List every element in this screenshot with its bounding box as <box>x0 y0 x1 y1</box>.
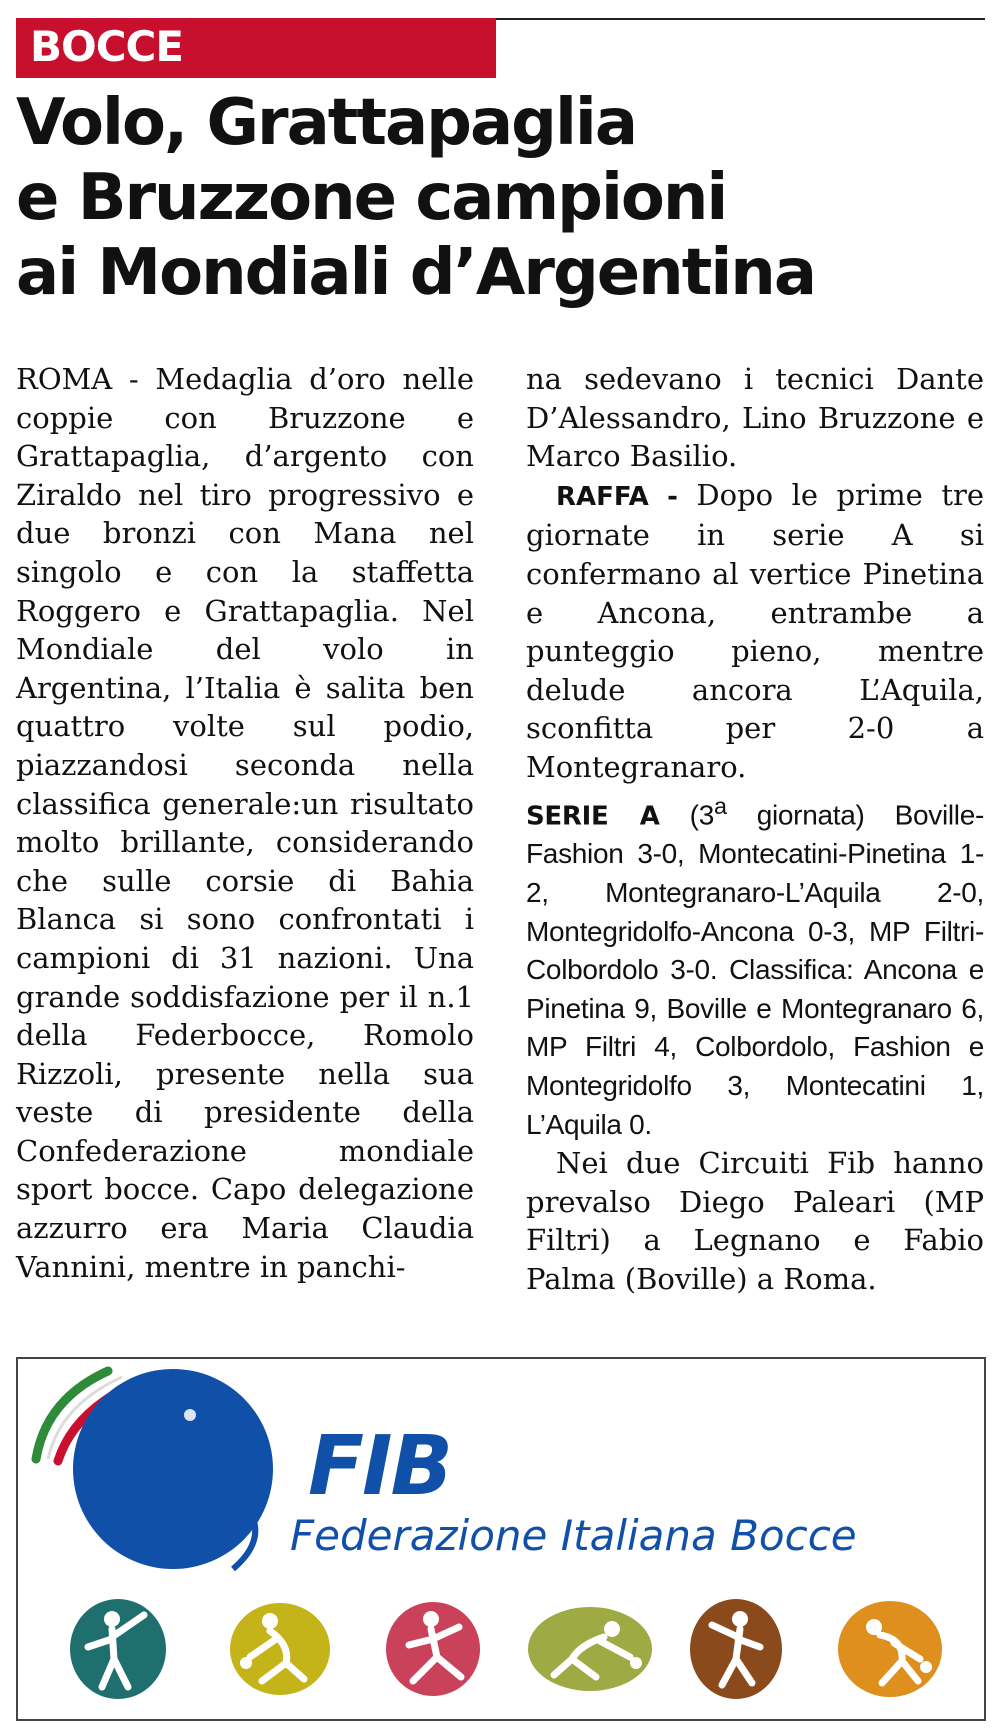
bowler-stoop-icon <box>838 1601 942 1697</box>
fib-advertisement <box>16 1357 986 1721</box>
headline-line-1: Volo, Grattapaglia <box>16 86 637 160</box>
serie-round-sup: a <box>713 792 727 819</box>
serie-a-results: Boville-Fashion 3-0, Montecatini-Pinetina 1-2, Montegranaro-L’Aquila 2-0, Montegridolfo-Ancona 0-3, MP Filtri-Colbordolo 3-0. Classifica: Ancona e Pinetina 9, Boville e Montegranaro 6, MP Filtri 4, Colbordolo, Fashion e Montegridolfo 3, Montecatini 1, L’Aquila 0. <box>526 798 984 1140</box>
headline-line-3: ai Mondiali d’Argentina <box>16 236 815 310</box>
bowler-low-icon <box>528 1607 652 1691</box>
fib-wordmark: FIB <box>308 1419 452 1514</box>
serie-round-text: giornata) <box>726 798 865 830</box>
raffa-text: Dopo le prime tre giornate in serie A si confermano al vertice Pinetina e Ancona, entrambe a punteggio pieno, mentre delude ancora L’Aquila, sconfitta per 2-0 a Montegranaro. <box>526 477 984 784</box>
bowler-crouch-icon <box>230 1603 330 1695</box>
serie-a-label: SERIE A <box>526 800 660 831</box>
sport-pictograms <box>18 1359 984 1719</box>
serie-a-paragraph <box>526 787 984 1145</box>
raffa-label: RAFFA - <box>556 481 678 512</box>
section-tag <box>16 18 496 78</box>
continuation-paragraph: na sedevano i tecnici Dante D’Alessandro, Lino Bruzzone e Marco Basilio. <box>526 362 984 474</box>
serie-round-number: (3 <box>659 798 714 830</box>
headline <box>16 86 986 311</box>
top-rule <box>495 18 985 20</box>
raffa-paragraph <box>526 476 984 787</box>
article-column-right <box>526 360 984 1299</box>
circuits-paragraph: Nei due Circuiti Fib hanno prevalso Diego Paleari (MP Filtri) a Legnano e Fabio Palma (Boville) a Roma. <box>526 1146 984 1296</box>
section-label: BOCCE <box>30 22 184 71</box>
bowler-side-icon <box>690 1599 782 1699</box>
article-column-left <box>16 360 474 1286</box>
headline-line-2: e Bruzzone campioni <box>16 161 727 235</box>
bowler-lunge-icon <box>386 1602 480 1696</box>
lead-paragraph: ROMA - Medaglia d’oro nelle coppie con Bruzzone e Grattapaglia, d’argento con Ziraldo nel tiro progressivo e due bronzi con Mana nel singolo e con la staffetta Roggero e Grattapaglia. Nel Mondiale del volo in Argentina, l’Italia è salita ben quattro volte sul podio, piazzandosi seconda nella classifica generale:un risultato molto brillante, considerando che sulle corsie di Bahia Blanca si sono confrontati i campioni di 31 nazioni. Una grande soddisfazione per il n.1 della Federbocce, Romolo Rizzoli, presente nella sua veste di presidente della Confederazione mondiale sport bocce. Capo delegazione azzurro era Maria Claudia Vannini, mentre in panchi- <box>16 362 474 1284</box>
fib-full-name: Federazione Italiana Bocce <box>290 1511 857 1560</box>
thrower-icon <box>70 1599 166 1699</box>
